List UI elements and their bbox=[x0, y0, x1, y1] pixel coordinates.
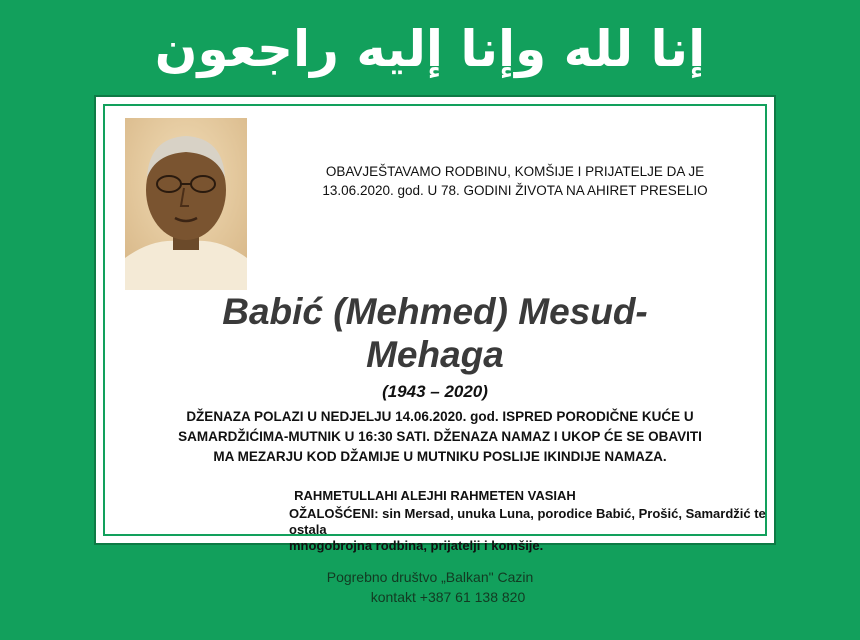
mourners-line-1: OŽALOŠĆENI: sin Mersad, unuka Luna, porodice Babić, Prošić, Samardžić te ostala bbox=[289, 506, 766, 537]
mourners-list bbox=[289, 506, 769, 554]
mourners-line-2: mnogobrojna rodbina, prijatelji i komšije. bbox=[289, 538, 544, 553]
card-inner-border bbox=[103, 104, 767, 553]
funeral-line-1: DŽENAZA POLAZI U NEDJELJU 14.06.2020. god. ISPRED PORODIČNE KUĆE U bbox=[186, 409, 694, 424]
life-years: (1943 – 2020) bbox=[382, 382, 488, 401]
prayer-text: RAHMETULLAHI ALEJHI RAHMETEN VASIAH bbox=[294, 488, 576, 503]
portrait-photo bbox=[125, 118, 247, 290]
deceased-name bbox=[105, 290, 765, 376]
intro-line-2: 13.06.2020. god. U 78. GODINI ŽIVOTA NA AHIRET PRESELIO bbox=[322, 183, 708, 198]
name-line-2: Mehaga bbox=[366, 334, 504, 375]
funeral-home-contact: kontakt +387 61 138 820 bbox=[370, 589, 526, 605]
funeral-home-name: Pogrebno društvo „Balkan" Cazin bbox=[326, 569, 534, 585]
funeral-details bbox=[115, 407, 765, 467]
arabic-calligraphy-heading: إنا لله وإنا إليه راجعون bbox=[154, 20, 706, 78]
name-line-1: Babić (Mehmed) Mesud- bbox=[222, 291, 648, 332]
announcement-intro bbox=[255, 162, 775, 200]
funeral-line-2: SAMARDŽIĆIMA-MUTNIK U 16:30 SATI. DŽENAZA NAMAZ I UKOP ĆE SE OBAVITI bbox=[178, 429, 702, 444]
funeral-line-3: MA MEZARJU KOD DŽAMIJE U MUTNIKU POSLIJE IKINDIJE NAMAZA. bbox=[213, 449, 667, 464]
intro-line-1: OBAVJEŠTAVAMO RODBINU, KOMŠIJE I PRIJATELJE DA JE bbox=[325, 164, 705, 179]
portrait-illustration bbox=[125, 118, 247, 290]
obituary-card bbox=[94, 95, 776, 553]
funeral-home-footer bbox=[0, 567, 860, 607]
